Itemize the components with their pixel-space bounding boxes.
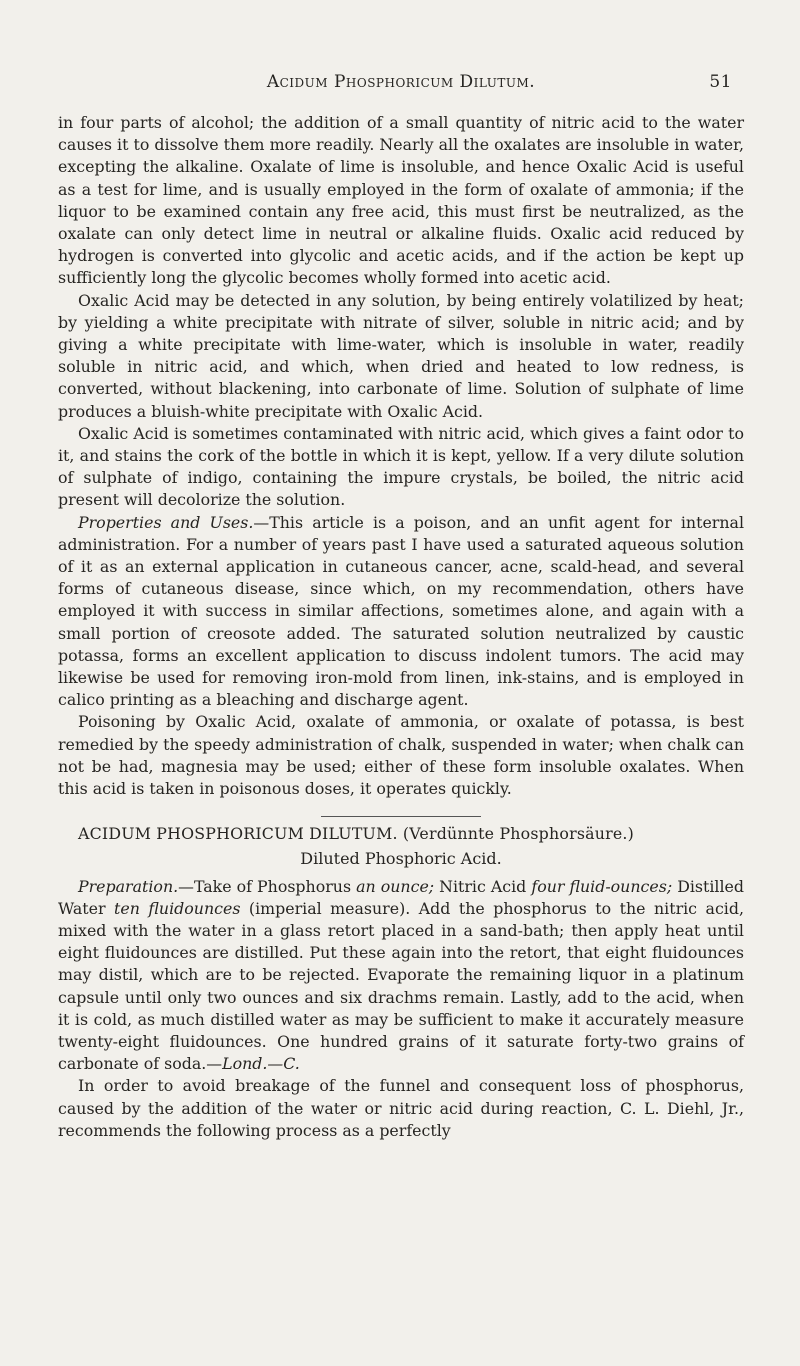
paragraph-lead: Preparation.	[78, 876, 179, 896]
section-subtitle: Diluted Phosphoric Acid.	[300, 848, 502, 868]
body-text	[58, 112, 744, 1142]
source-citation: Lond.—C.	[222, 1054, 300, 1074]
paragraph: Oxalic Acid is sometimes contaminated with nitric acid, which gives a faint odor to it, and stains the cork of the bottle in which it is kept, yellow. If a very dilute solution of sulphate of indigo, containing the impure crystals, be boiled, the nitric acid present will decolorize the solution.	[58, 423, 744, 510]
running-header	[58, 72, 744, 112]
paragraph: Oxalic Acid may be detected in any solution, by being entirely volatilized by heat; by yielding a white precipitate with nitrate of silver, soluble in nitric acid; and by giving a white precipitate with lime-water, which is insoluble in water, readily soluble in nitric acid, and which, when dried and heated to low redness, is converted, without blackening, into carbonate of lime. Solution of sulphate of lime produces a bluish-white precipitate with Oxalic Acid.	[58, 290, 744, 421]
running-title: Acidum Phosphoricum Dilutum.	[266, 72, 536, 92]
section-title: ACIDUM PHOSPHORICUM DILUTUM. (Verdünnte Phosphorsäure.)	[78, 824, 635, 844]
paragraph-preparation: Preparation.—Take of Phosphorus an ounce; Nitric Acid four fluid-ounces; Distilled Water ten fluidounces (imperial measure). Add the phosphorus to the nitric acid, mixed with the water in a glass retort placed in a sand-bath; then apply heat until eight fluidounces are distilled. Put these again into the retort, that eight fluidounces may distil, which are to be rejected. Evaporate the remaining liquor in a platinum capsule until only two ounces and six drachms remain. Lastly, add to the acid, when it is cold, as much distilled water as may be sufficient to make it accurately measure twenty-eight fluidounces. One hundred grains of it saturate forty-two grains of carbonate of soda.—Lond.—C.	[58, 876, 744, 1074]
section-divider	[321, 816, 481, 817]
paragraph: Poisoning by Oxalic Acid, oxalate of ammonia, or oxalate of potassa, is best remedied by the speedy administration of chalk, suspended in water; when chalk can not be had, magnesia may be used; either of these form insoluble oxalates. When this acid is taken in poisonous doses, it operates quickly.	[58, 712, 744, 799]
paragraph-lead: Properties and Uses.	[78, 512, 254, 532]
page-number: 51	[709, 72, 732, 92]
paragraph: Properties and Uses.—This article is a poison, and an unfit agent for internal administration. For a number of years past I have used a saturated aqueous solution of it as an external application in cutaneous cancer, acne, scald-head, and several forms of cutaneous disease, since which, on my recommendation, others have employed it with success in similar affections, sometimes alone, and again with a small portion of creosote added. The saturated solution neutralized by caustic potassa, forms an excellent application to discuss indolent tumors. The acid may likewise be used for removing iron-mold from linen, ink-stains, and is employed in calico printing as a bleaching and discharge agent.	[58, 512, 744, 710]
paragraph: In order to avoid breakage of the funnel and consequent loss of phosphorus, caused by the addition of the water or nitric acid during reaction, C. L. Diehl, Jr., recommends the following process as a perfectly	[58, 1076, 744, 1140]
paragraph: in four parts of alcohol; the addition of a small quantity of nitric acid to the water causes it to dissolve them more readily. Nearly all the oxalates are insoluble in water, excepting the alkaline. Oxalate of lime is insoluble, and hence Oxalic Acid is useful as a test for lime, and is usually employed in the form of oxalate of ammonia; if the liquor to be examined contain any free acid, this must first be neutralized, as the oxalate can only detect lime in neutral or alkaline fluids. Oxalic acid reduced by hydrogen is converted into glycolic and acetic acids, and if the action be kept up sufficiently long the glycolic becomes wholly formed into acetic acid.	[58, 113, 744, 288]
